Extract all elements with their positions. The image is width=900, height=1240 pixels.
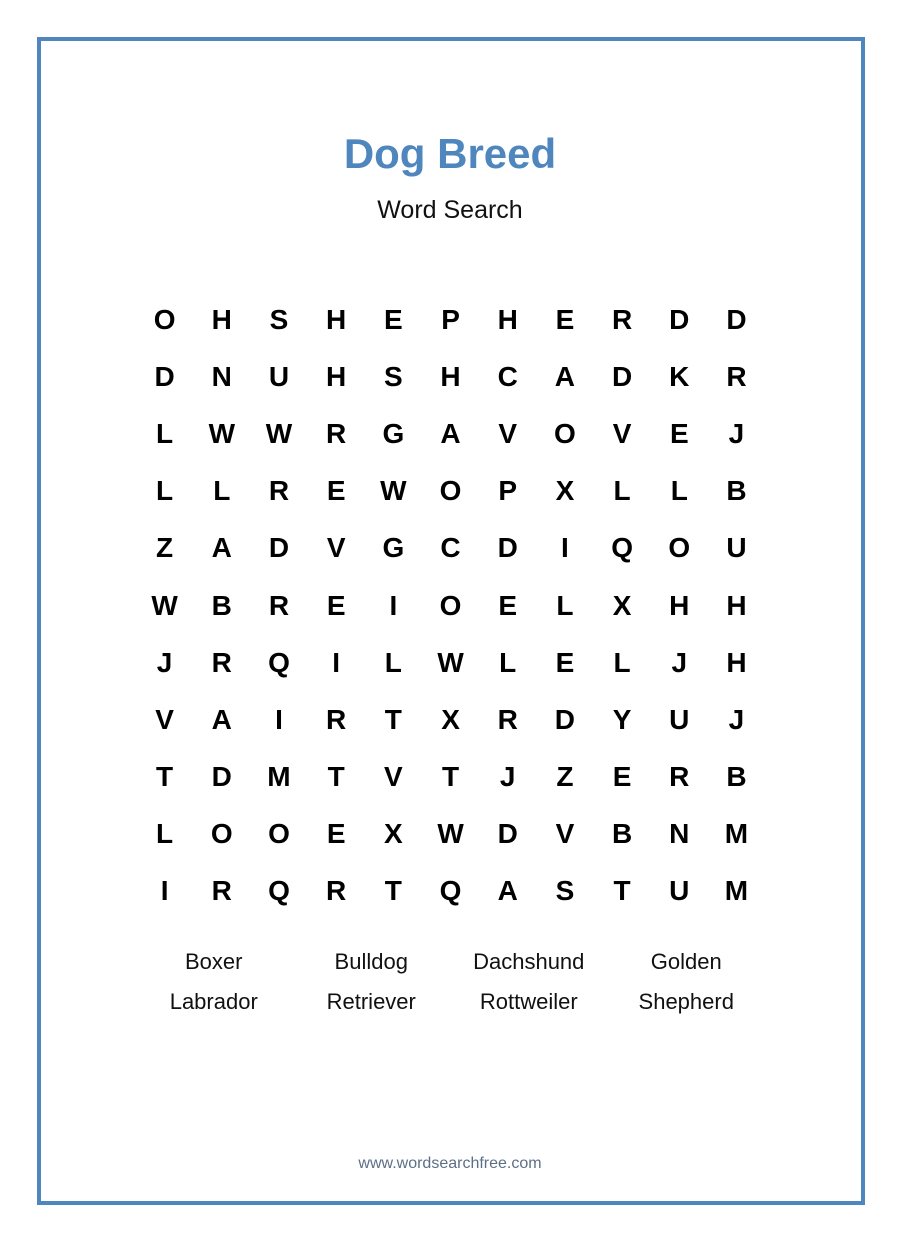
grid-letter[interactable]: A <box>554 360 576 392</box>
grid-letter[interactable]: Q <box>268 875 290 907</box>
grid-letter[interactable]: Q <box>268 646 290 678</box>
grid-letter[interactable]: I <box>389 589 398 621</box>
grid-letter[interactable]: Z <box>156 532 174 564</box>
grid-letter[interactable]: K <box>669 360 690 392</box>
grid-letter[interactable]: T <box>613 875 631 907</box>
word-list-item: Dachshund <box>473 949 585 974</box>
grid-letter[interactable]: V <box>498 417 518 449</box>
grid-letter[interactable]: D <box>268 532 290 564</box>
grid-letter[interactable]: E <box>555 303 575 335</box>
grid-letter[interactable]: O <box>210 818 233 850</box>
grid-letter[interactable]: J <box>728 703 745 735</box>
grid-letter[interactable]: J <box>671 646 688 678</box>
grid-letter[interactable]: L <box>499 646 517 678</box>
grid-letter[interactable]: S <box>384 360 403 392</box>
grid-letter[interactable]: W <box>265 417 293 449</box>
grid-letter[interactable]: H <box>726 589 747 621</box>
grid-letter[interactable]: N <box>211 360 232 392</box>
grid-letter[interactable]: L <box>613 646 631 678</box>
grid-letter[interactable]: V <box>612 417 632 449</box>
grid-letter[interactable]: S <box>269 303 289 335</box>
grid-letter[interactable]: H <box>326 303 347 335</box>
word-list-item: Rottweiler <box>479 989 578 1014</box>
word-list-item: Labrador <box>169 989 258 1014</box>
grid-letter[interactable]: E <box>669 417 689 449</box>
grid-letter[interactable]: W <box>437 818 464 850</box>
grid-letter[interactable]: T <box>441 761 460 793</box>
grid-letter[interactable]: L <box>384 646 402 678</box>
grid-letter[interactable]: X <box>384 818 403 850</box>
grid-letter[interactable]: H <box>326 360 347 392</box>
grid-letter[interactable]: U <box>726 532 747 564</box>
grid-letter[interactable]: A <box>497 875 518 907</box>
puzzle-subtitle: Word Search <box>377 196 523 224</box>
grid-letter[interactable]: J <box>499 761 516 793</box>
grid-letter[interactable]: D <box>211 761 232 793</box>
grid-letter[interactable]: M <box>267 761 291 793</box>
grid-letter[interactable]: L <box>156 417 174 449</box>
grid-letter[interactable]: I <box>160 875 169 907</box>
grid-letter[interactable]: M <box>724 875 749 907</box>
puzzle-title: Dog Breed <box>343 130 557 177</box>
grid-letter[interactable]: O <box>554 417 576 449</box>
grid-letter[interactable]: D <box>669 303 690 335</box>
grid-letter[interactable]: A <box>440 417 461 449</box>
grid-letter[interactable]: B <box>726 761 747 793</box>
grid-letter[interactable]: B <box>211 589 232 621</box>
grid-letter[interactable]: V <box>326 532 346 564</box>
grid-letter[interactable]: H <box>211 303 232 335</box>
grid-letter[interactable]: B <box>726 475 747 507</box>
grid-letter[interactable]: C <box>497 360 518 392</box>
grid-letter[interactable]: H <box>669 589 690 621</box>
grid-letter[interactable]: A <box>211 532 232 564</box>
grid-letter[interactable]: U <box>669 703 690 735</box>
grid-letter[interactable]: J <box>156 646 173 678</box>
grid-letter[interactable]: O <box>153 303 176 335</box>
grid-letter[interactable]: R <box>726 360 747 392</box>
grid-letter[interactable]: L <box>556 589 574 621</box>
grid-letter[interactable]: J <box>728 417 745 449</box>
grid-letter[interactable]: U <box>268 360 290 392</box>
grid-letter[interactable]: T <box>384 703 402 735</box>
grid-letter[interactable]: T <box>327 761 345 793</box>
grid-letter[interactable]: O <box>439 589 462 621</box>
grid-letter[interactable]: E <box>555 646 575 678</box>
grid-letter[interactable]: X <box>612 589 632 621</box>
grid-letter[interactable]: S <box>555 875 575 907</box>
grid-letter[interactable]: I <box>275 703 283 735</box>
grid-letter[interactable]: L <box>670 475 688 507</box>
grid-letter[interactable]: I <box>561 532 569 564</box>
grid-letter[interactable]: L <box>156 475 174 507</box>
grid-letter[interactable]: V <box>555 818 575 850</box>
grid-letter[interactable]: D <box>611 360 633 392</box>
grid-letter[interactable]: Q <box>439 875 462 907</box>
grid-letter[interactable]: W <box>380 475 407 507</box>
grid-letter[interactable]: M <box>724 818 749 850</box>
grid-letter[interactable]: E <box>326 475 346 507</box>
word-list-item: Shepherd <box>638 989 734 1014</box>
grid-letter[interactable]: L <box>613 475 631 507</box>
grid-letter[interactable]: H <box>440 360 461 392</box>
grid-letter[interactable]: P <box>441 303 460 335</box>
grid-letter[interactable]: W <box>437 646 464 678</box>
grid-letter[interactable]: O <box>439 475 462 507</box>
grid-letter[interactable]: X <box>555 475 575 507</box>
grid-letter[interactable]: V <box>384 761 403 793</box>
grid-letter[interactable]: T <box>156 761 174 793</box>
grid-letter[interactable]: L <box>156 818 174 850</box>
grid-letter[interactable]: W <box>208 417 235 449</box>
grid-letter[interactable]: I <box>332 646 341 678</box>
grid-letter[interactable]: R <box>326 875 347 907</box>
grid-letter[interactable]: P <box>498 475 518 507</box>
grid-letter[interactable]: X <box>441 703 460 735</box>
grid-letter[interactable]: R <box>211 875 232 907</box>
word-list-item: Retriever <box>326 989 416 1014</box>
grid-letter[interactable]: R <box>211 646 232 678</box>
grid-letter[interactable]: N <box>669 818 690 850</box>
footer-url[interactable]: www.wordsearchfree.com <box>358 1155 542 1172</box>
grid-letter[interactable]: R <box>497 703 518 735</box>
grid-letter[interactable]: D <box>497 532 518 564</box>
grid-letter[interactable]: R <box>669 761 690 793</box>
grid-letter[interactable]: R <box>611 303 633 335</box>
grid-letter[interactable]: L <box>213 475 231 507</box>
grid-letter[interactable]: Y <box>612 703 632 735</box>
grid-letter[interactable]: T <box>384 875 402 907</box>
grid-letter[interactable]: R <box>268 589 290 621</box>
grid-letter[interactable]: E <box>384 303 403 335</box>
word-list-item: Boxer <box>185 949 243 974</box>
letter-grid <box>136 291 765 920</box>
grid-letter[interactable]: U <box>669 875 690 907</box>
grid-letter[interactable]: D <box>726 303 747 335</box>
grid-letter[interactable]: H <box>497 303 518 335</box>
grid-letter[interactable]: E <box>612 761 632 793</box>
grid-letter[interactable]: C <box>440 532 461 564</box>
grid-letter[interactable]: B <box>611 818 633 850</box>
grid-letter[interactable]: O <box>268 818 290 850</box>
grid-letter[interactable]: G <box>382 532 405 564</box>
grid-letter[interactable]: D <box>154 360 175 392</box>
grid-letter[interactable]: Q <box>611 532 633 564</box>
word-list-item: Golden <box>650 949 722 974</box>
grid-letter[interactable]: W <box>151 589 178 621</box>
grid-letter[interactable]: H <box>726 646 747 678</box>
grid-letter[interactable]: O <box>668 532 691 564</box>
grid-letter[interactable]: G <box>382 417 405 449</box>
grid-letter[interactable]: R <box>268 475 290 507</box>
word-list <box>135 942 765 1022</box>
grid-letter[interactable]: Z <box>556 761 574 793</box>
grid-letter[interactable]: E <box>326 818 346 850</box>
grid-letter[interactable]: R <box>326 703 347 735</box>
grid-letter[interactable]: D <box>497 818 518 850</box>
grid-letter[interactable]: R <box>326 417 347 449</box>
grid-letter[interactable]: E <box>498 589 518 621</box>
grid-letter[interactable]: D <box>554 703 576 735</box>
grid-letter[interactable]: V <box>155 703 174 735</box>
grid-letter[interactable]: E <box>326 589 346 621</box>
grid-letter[interactable]: A <box>211 703 232 735</box>
word-list-item: Bulldog <box>334 949 408 974</box>
